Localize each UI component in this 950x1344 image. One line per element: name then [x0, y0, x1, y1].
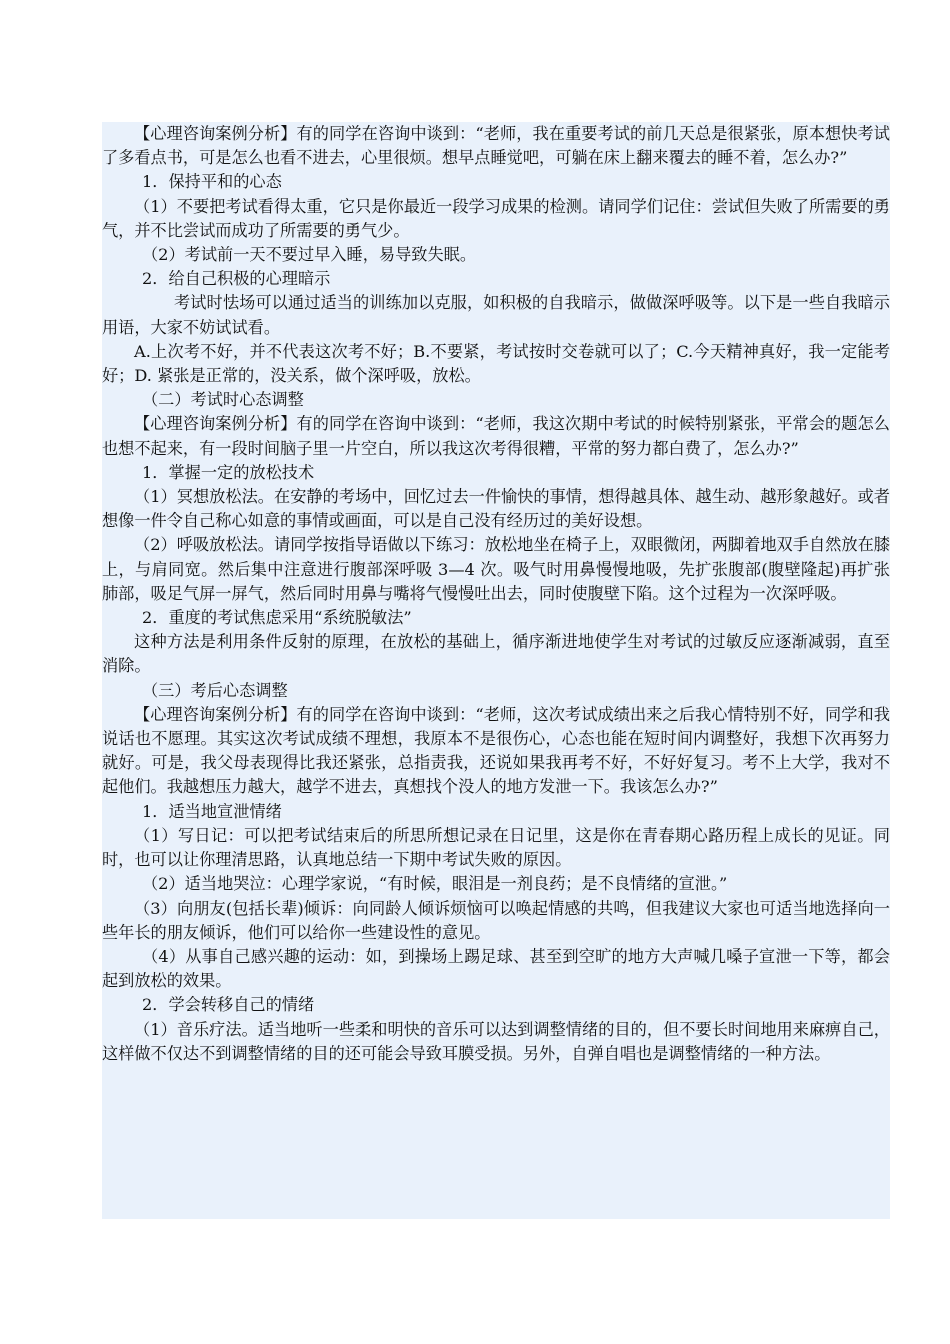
body-paragraph: 这种方法是利用条件反射的原理，在放松的基础上，循序渐进地使学生对考试的过敏反应逐渐减弱，直至消除。 [102, 632, 890, 676]
case-analysis-paragraph: 【心理咨询案例分析】有的同学在咨询中谈到：“老师，这次考试成绩出来之后我心情特别不好，同学和我说话也不愿理。其实这次考试成绩不理想，我原本不是很伤心，心态也能在短时间内调整好，我想下次再努力就好。可是，我父母表现得比我还紧张，总指责我，还说如果我再考不好，不好好复习。考不上大学，我对不起他们。我越想压力越大，越学不进去，真想找个没人的地方发泄一下。我该怎么办?” [102, 704, 890, 797]
list-item: （3）向朋友(包括长辈)倾诉：向同龄人倾诉烦恼可以唤起情感的共鸣，但我建议大家也可适当地选择向一些年长的朋友倾诉，他们可以给你一些建设性的意见。 [102, 898, 890, 942]
list-item: （2）呼吸放松法。请同学按指导语做以下练习：放松地坐在椅子上，双眼微闭，两脚着地双手自然放在膝上，与肩同宽。然后集中注意进行腹部深呼吸 3—4 次。吸气时用鼻慢慢地吸，先扩张腹部(腹壁隆起)再扩张肺部，吸足气屏一屏气，然后同时用鼻与嘴将气慢慢吐出去，同时使腹壁下陷。这个过程为一次深呼吸。 [102, 535, 890, 603]
list-item: （1）音乐疗法。适当地听一些柔和明快的音乐可以达到调整情绪的目的，但不要长时间地用来麻痹自己，这样做不仅达不到调整情绪的目的还可能会导致耳膜受损。另外，自弹自唱也是调整情绪的一种方法。 [102, 1019, 890, 1063]
list-item: （1）冥想放松法。在安静的考场中，回忆过去一件愉快的事情，想得越具体、越生动、越形象越好。或者想像一件令自己称心如意的事情或画面，可以是自己没有经历过的美好设想。 [102, 487, 890, 531]
document-body [102, 122, 890, 1219]
point-heading: 2．学会转移自己的情绪 [142, 995, 315, 1015]
case-analysis-paragraph: 【心理咨询案例分析】有的同学在咨询中谈到：“老师，我这次期中考试的时候特别紧张，平常会的题怎么也想不起来，有一段时间脑子里一片空白，所以我这次考得很糟，平常的努力都白费了，怎么办?” [102, 414, 890, 458]
section-heading: （三）考后心态调整 [142, 680, 288, 700]
section-heading: （二）考试时心态调整 [142, 390, 304, 410]
body-paragraph: 考试时怯场可以通过适当的训练加以克服，如积极的自我暗示，做做深呼吸等。以下是一些自我暗示用语，大家不妨试试看。 [102, 293, 890, 337]
list-item: （1）不要把考试看得太重，它只是你最近一段学习成果的检测。请同学们记住：尝试但失败了所需要的勇气，并不比尝试而成功了所需要的勇气少。 [102, 196, 890, 240]
point-heading: 1．保持平和的心态 [142, 172, 282, 192]
list-item: （2）考试前一天不要过早入睡，易导致失眠。 [142, 245, 477, 265]
case-analysis-paragraph: 【心理咨询案例分析】有的同学在咨询中谈到：“老师，我在重要考试的前几天总是很紧张，原本想快考试了多看点书，可是怎么也看不进去，心里很烦。想早点睡觉吧，可躺在床上翻来覆去的睡不着，怎么办?” [102, 124, 890, 168]
list-item: （4）从事自己感兴趣的运动：如，到操场上踢足球、甚至到空旷的地方大声喊几嗓子宣泄一下等，都会起到放松的效果。 [102, 946, 890, 991]
point-heading: 2．重度的考试焦虑采用“系统脱敏法” [142, 608, 412, 628]
list-item: （2）适当地哭泣：心理学家说，“有时候，眼泪是一剂良药；是不良情绪的宣泄。” [142, 874, 728, 894]
list-item: （1）写日记：可以把考试结束后的所思所想记录在日记里，这是你在青春期心路历程上成长的见证。同时，也可以让你理清思路，认真地总结一下期中考试失败的原因。 [102, 825, 890, 870]
point-heading: 2．给自己积极的心理暗示 [142, 269, 331, 289]
body-paragraph: A.上次考不好，并不代表这次考不好；B.不要紧，考试按时交卷就可以了；C.今天精神真好，我一定能考好；D. 紧张是正常的，没关系，做个深呼吸，放松。 [102, 341, 890, 386]
point-heading: 1．掌握一定的放松技术 [142, 462, 315, 482]
point-heading: 1．适当地宣泄情绪 [142, 801, 282, 821]
